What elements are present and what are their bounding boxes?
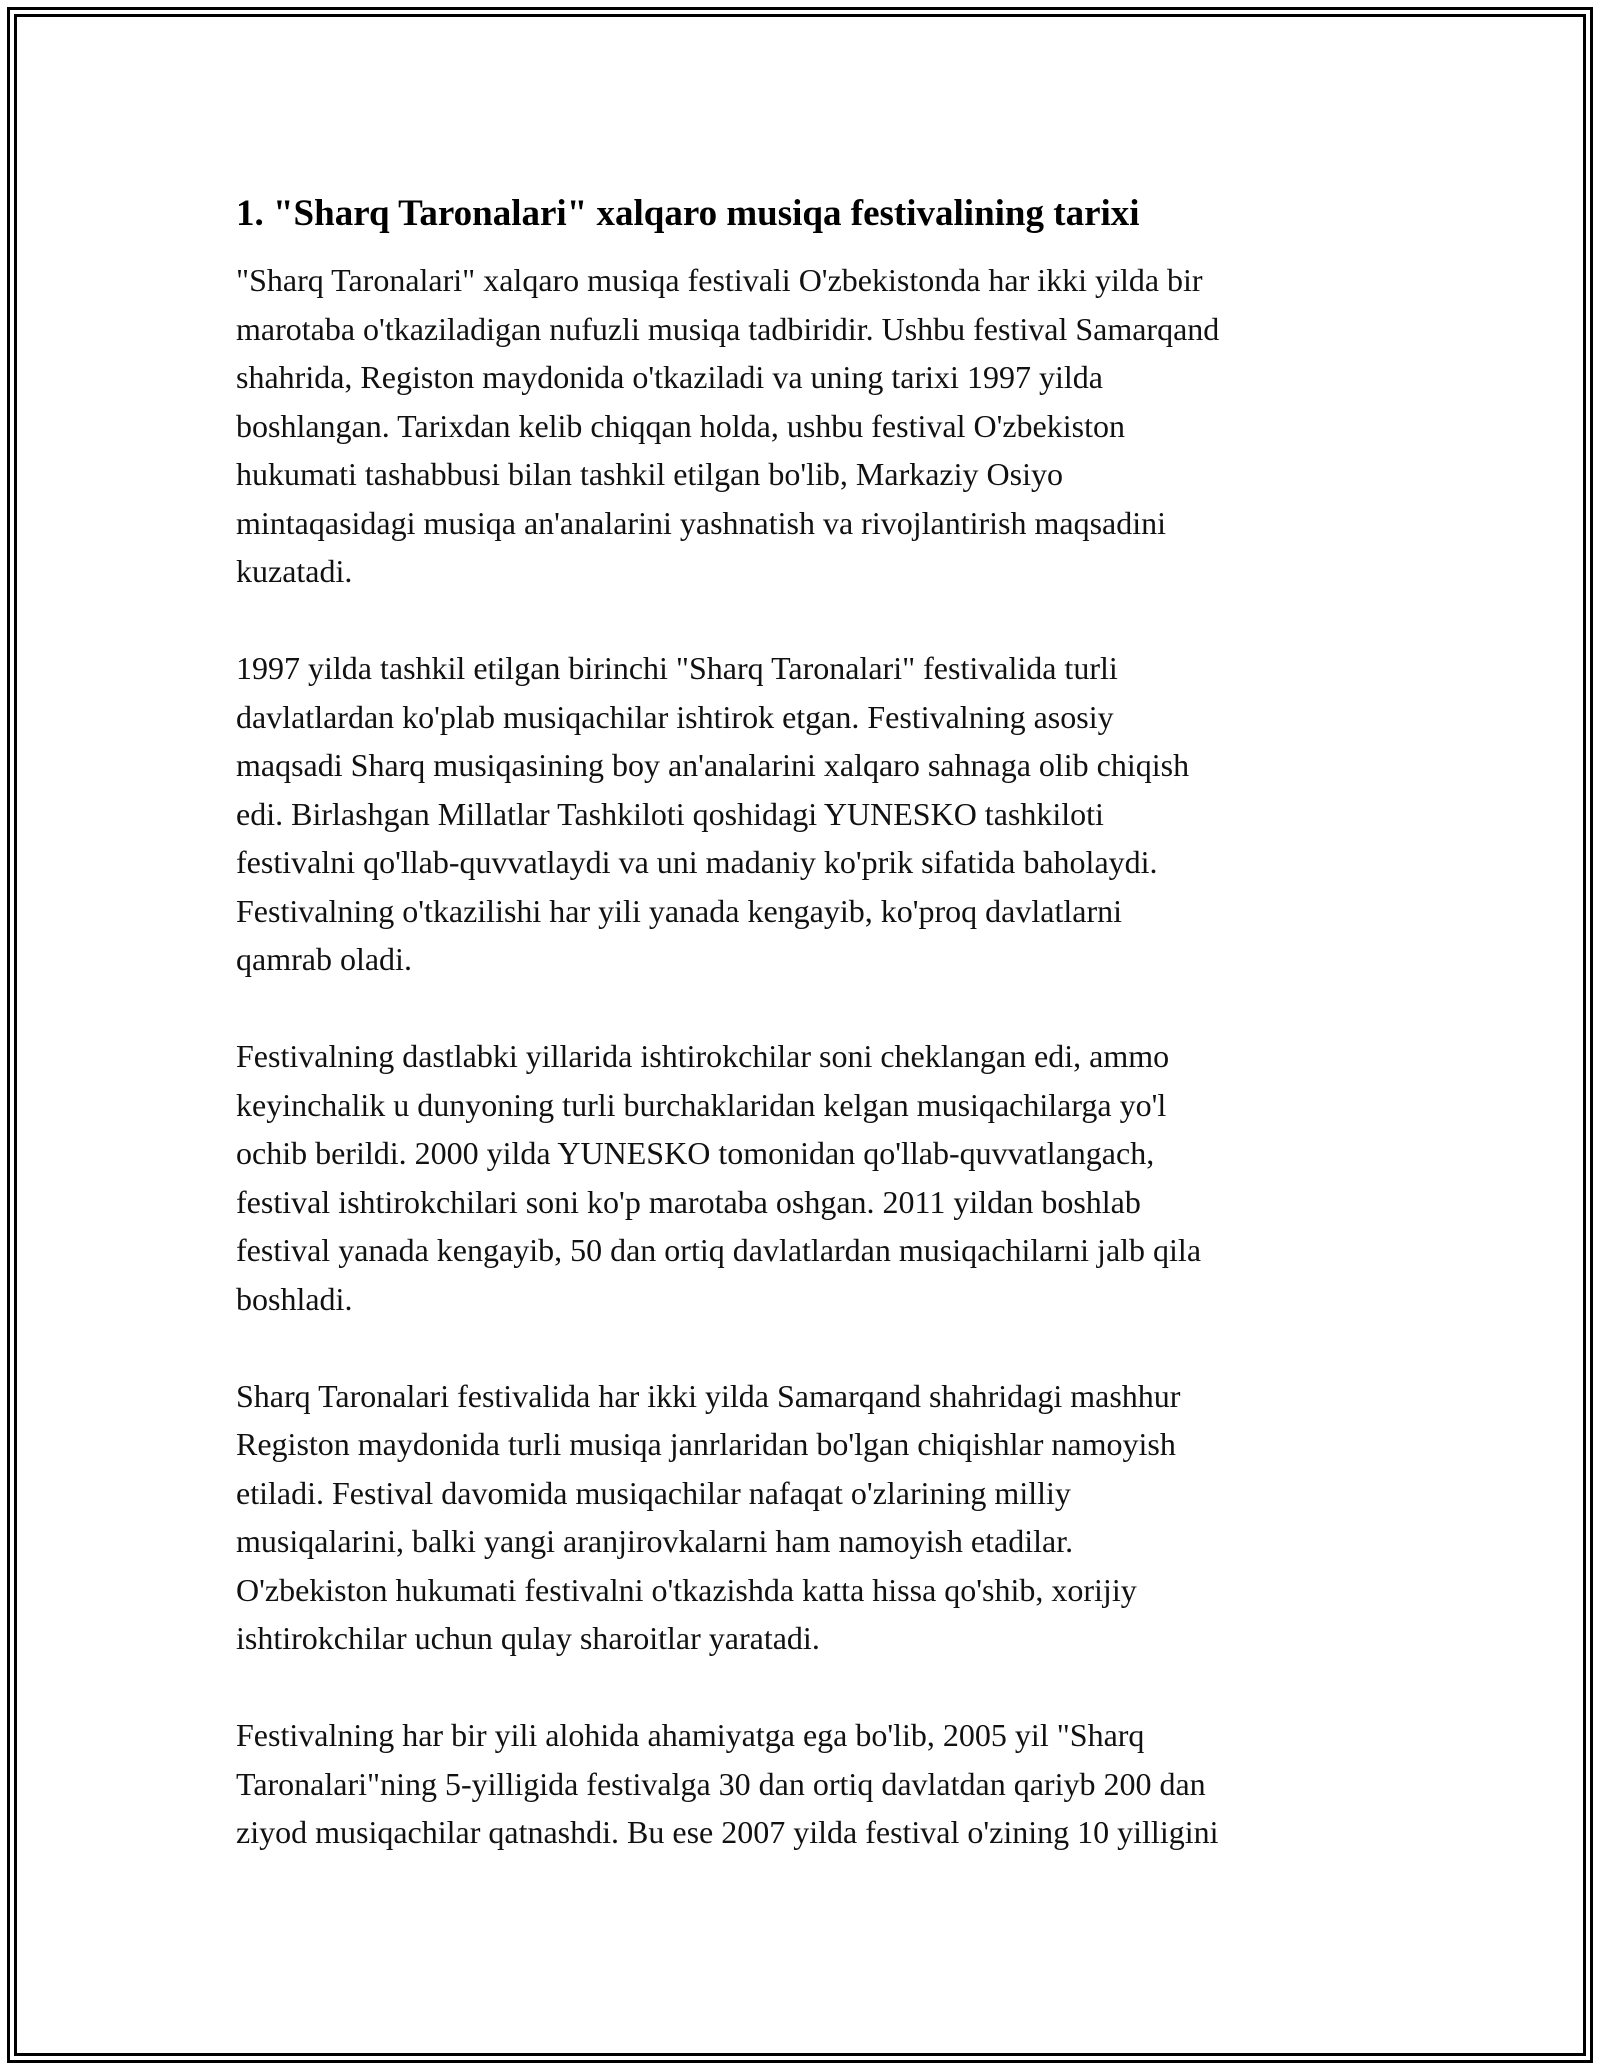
text-line: keyinchalik u dunyoning turli burchaklaridan kelgan musiqachilarga yo'l bbox=[236, 1086, 1167, 1123]
text-line: edi. Birlashgan Millatlar Tashkiloti qoshidagi YUNESKO tashkiloti bbox=[236, 795, 1104, 832]
section-heading: 1. "Sharq Taronalari" xalqaro musiqa festivalining tarixi bbox=[236, 193, 1140, 234]
text-line: boshladi. bbox=[236, 1280, 353, 1317]
text-line: Registon maydonida turli musiqa janrlaridan bo'lgan chiqishlar namoyish bbox=[236, 1426, 1176, 1462]
paragraph-1 bbox=[236, 256, 1372, 596]
text-line: ochib berildi. 2000 yilda YUNESKO tomonidan qo'llab-quvvatlangach, bbox=[236, 1135, 1155, 1171]
text-line: qamrab oladi. bbox=[236, 941, 412, 977]
text-line: boshlangan. Tarixdan kelib chiqqan holda, ushbu festival O'zbekiston bbox=[236, 407, 1125, 444]
text-line: Sharq Taronalari festivalida har ikki yilda Samarqand shahridagi mashhur bbox=[236, 1377, 1181, 1414]
text-line: musiqalarini, balki yangi aranjirovkalarni ham namoyish etadilar. bbox=[236, 1523, 1074, 1559]
paragraph-3 bbox=[236, 1032, 1372, 1323]
paragraph-5 bbox=[236, 1711, 1372, 1857]
paragraph-4 bbox=[236, 1372, 1372, 1663]
text-line: marotaba o'tkaziladigan nufuzli musiqa tadbiridir. Ushbu festival Samarqand bbox=[236, 310, 1220, 347]
text-line: ishtirokchilar uchun qulay sharoitlar yaratadi. bbox=[236, 1620, 820, 1656]
document-content bbox=[236, 186, 1372, 1857]
text-line: Festivalning dastlabki yillarida ishtirokchilar soni cheklangan edi, ammo bbox=[236, 1038, 1170, 1074]
text-line: ziyod musiqachilar qatnashdi. Bu ese 2007 yilda festival o'zining 10 yilligini bbox=[236, 1814, 1219, 1850]
text-line: Festivalning o'tkazilishi har yili yanada kengayib, ko'proq davlatlarni bbox=[236, 892, 1122, 929]
text-line: shahrida, Registon maydonida o'tkaziladi va uning tarixi 1997 yilda bbox=[236, 359, 1103, 395]
text-line: "Sharq Taronalari" xalqaro musiqa festivali O'zbekistonda har ikki yilda bir bbox=[236, 262, 1203, 298]
text-line: festival yanada kengayib, 50 dan ortiq davlatlardan musiqachilarni jalb qila bbox=[236, 1232, 1202, 1268]
text-line: hukumati tashabbusi bilan tashkil etilgan bo'lib, Markaziy Osiyo bbox=[236, 456, 1063, 492]
text-line: davlatlardan ko'plab musiqachilar ishtirok etgan. Festivalning asosiy bbox=[236, 698, 1114, 735]
text-line: O'zbekiston hukumati festivalni o'tkazishda katta hissa qo'shib, xorijiy bbox=[236, 1571, 1137, 1608]
text-line: festivalni qo'llab-quvvatlaydi va uni madaniy ko'prik sifatida baholaydi. bbox=[236, 844, 1158, 880]
text-line: Taronalari"ning 5-yilligida festivalga 30 dan ortiq davlatdan qariyb 200 dan bbox=[236, 1765, 1206, 1802]
text-line: 1997 yilda tashkil etilgan birinchi "Sharq Taronalari" festivalida turli bbox=[236, 650, 1118, 686]
text-line: mintaqasidagi musiqa an'analarini yashnatish va rivojlantirish maqsadini bbox=[236, 504, 1166, 541]
paragraph-2 bbox=[236, 644, 1372, 984]
text-line: maqsadi Sharq musiqasining boy an'analarini xalqaro sahnaga olib chiqish bbox=[236, 747, 1190, 783]
text-line: festival ishtirokchilari soni ko'p marotaba oshgan. 2011 yildan boshlab bbox=[236, 1183, 1141, 1220]
document-body bbox=[236, 256, 1372, 1857]
text-line: Festivalning har bir yili alohida ahamiyatga ega bo'lib, 2005 yil "Sharq bbox=[236, 1717, 1145, 1753]
text-line: etiladi. Festival davomida musiqachilar nafaqat o'zlarining milliy bbox=[236, 1474, 1071, 1511]
text-line: kuzatadi. bbox=[236, 553, 353, 589]
